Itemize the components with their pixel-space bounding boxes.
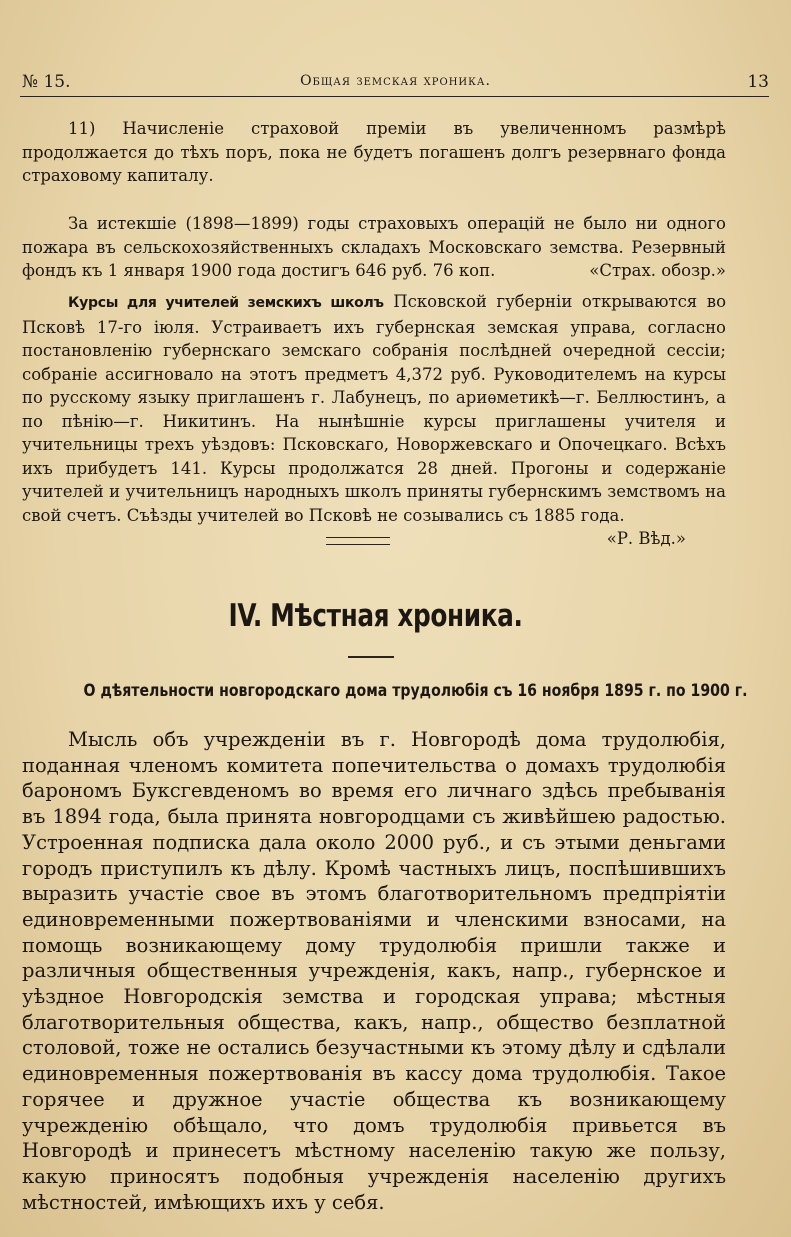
paragraph-insurance-premium: 11) Начисленіе страховой преміи въ увеличенномъ размѣрѣ продолжается до тѣхъ поръ, пока не будетъ погашенъ долгъ резервнаго фонда страховому капиталу. — [22, 119, 726, 185]
source-citation: «Страх. обозр.» — [589, 261, 726, 280]
paragraph-body: Псковской губерніи открываются во Псковѣ 17-го іюля. Устраиваетъ ихъ губернская земская управа, согласно постановленію губернскаго земскаго собранія послѣдней очередной сессіи; собраніе ассигновало на этотъ предметъ 4,372 руб. Руководителемъ на курсы по русскому языку приглашенъ г. Лабунецъ, по ариѳметикѣ—г. Беллюстинъ, а по пѣнію—г. Никитинъ. На нынѣшніе курсы приглашены учителя и учительницы трехъ уѣздовъ: Псковскаго, Новоржевскаго и Опочецкаго. Всѣхъ ихъ прибудетъ 141. Курсы продолжатся 28 дней. Прогоны и содержаніе учителей и учительницъ народныхъ школъ приняты губернскимъ земствомъ на свой счетъ. Съѣзды учителей во Псковѣ не созывались съ 1885 года. — [22, 292, 726, 525]
article-title: О дѣятельности новгородскаго дома трудолюбія съ 16 ноября 1895 г. по 1900 г. — [83, 681, 748, 701]
title-rule — [348, 656, 394, 658]
section-divider — [326, 537, 390, 545]
paragraph-lead: Курсы для учителей земскихъ школъ — [68, 295, 384, 311]
article-body — [22, 727, 726, 1215]
running-title: Общая земская хроника. — [300, 73, 491, 89]
header-rule — [20, 96, 769, 97]
page-header — [22, 72, 769, 96]
paragraph-reserve-fund: За истекшіе (1898—1899) годы страховыхъ операцій не было ни одного пожара въ сельскохозяйственныхъ складахъ Московскаго земства. Резервный фондъ къ 1 января 1900 года достигъ 646 руб. 76 коп. — [22, 214, 726, 280]
section-title: IV. Мѣстная хроника. — [228, 598, 523, 634]
issue-number: № 15. — [22, 72, 71, 92]
source-citation: «Р. Вѣд.» — [606, 529, 686, 548]
page-number: 13 — [747, 72, 769, 92]
paragraph-teacher-courses — [22, 290, 726, 551]
article-paragraph: Мысль объ учрежденіи въ г. Новгородѣ дома трудолюбія, поданная членомъ комитета попечительства о домахъ трудолюбія барономъ Буксгевденомъ во время его личнаго здѣсь пребыванія въ 1894 года, была принята новгородцами съ живѣйшею радостью. Устроенная подписка дала около 2000 руб., и съ этыми деньгами городъ приступилъ къ дѣлу. Кромѣ частныхъ лицъ, поспѣшившихъ выразить участіе свое въ этомъ благотворительномъ предпріятіи единовременными пожертвованіями и членскими взносами, на помощь возникающему дому трудолюбія пришли также и различныя общественныя учрежденія, какъ, напр., губернское и уѣздное Новгородскія земства и городская управа; мѣстныя благотворительныя общества, какъ, напр., общество безплатной столовой, тоже не остались безучастными къ этому дѣлу и сдѣлали единовременныя пожертвованія въ кассу дома трудолюбія. Такое горячее и дружное участіе общества къ возникающему учрежденію обѣщало, что домъ трудолюбія привьется въ Новгородѣ и принесетъ мѣстному населенію такую же пользу, какую приносятъ подобныя учрежденія населенію другихъ мѣстностей, имѣющихъ ихъ у себя. — [22, 728, 726, 1214]
